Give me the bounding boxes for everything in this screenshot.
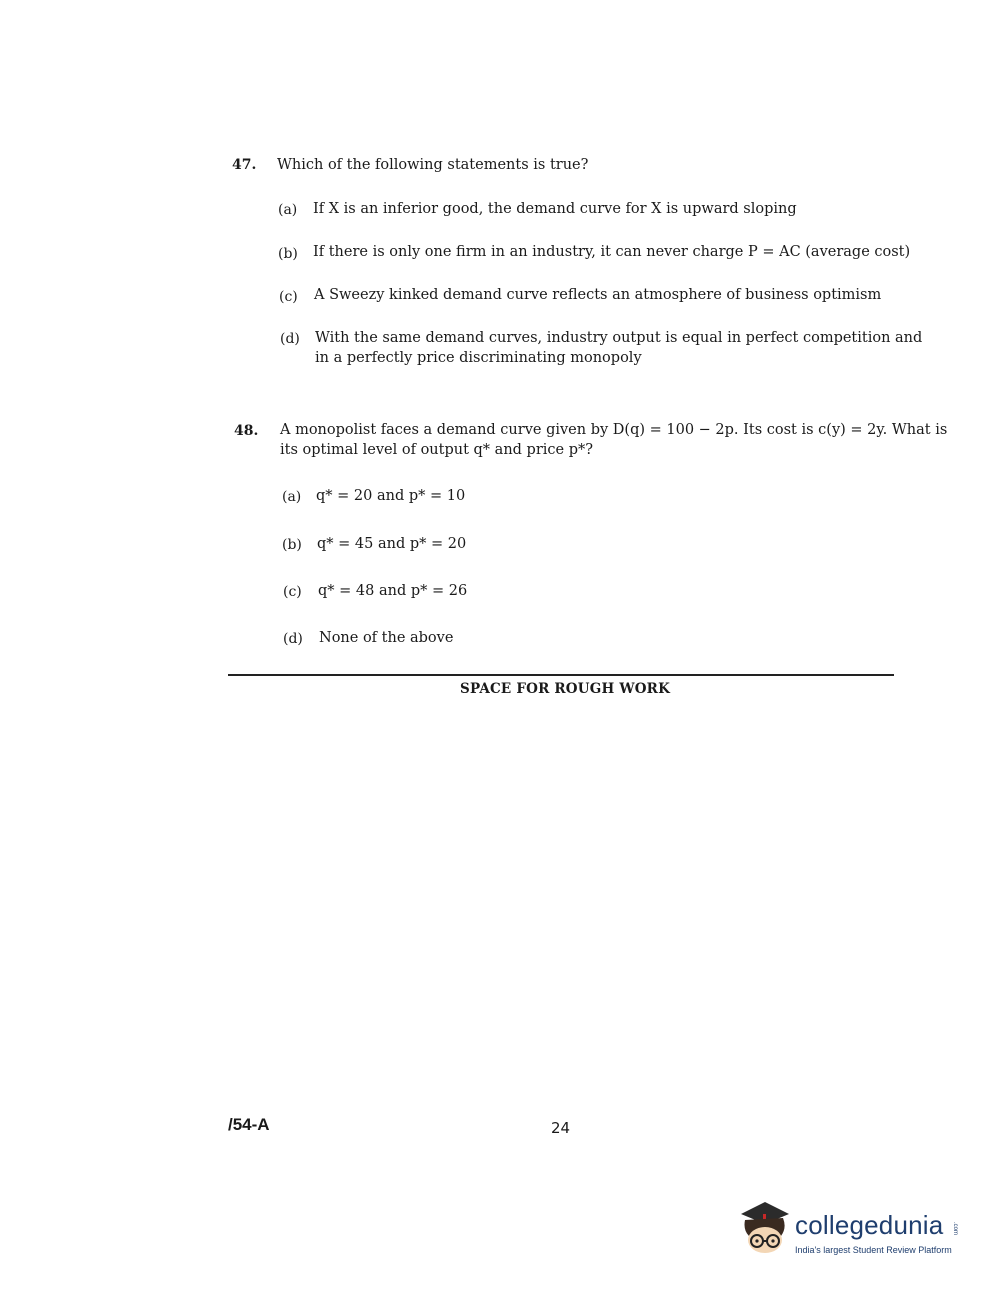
question-47-text: Which of the following statements is true?: [277, 157, 589, 173]
q48-option-b-label: (b): [282, 537, 302, 553]
rough-work-heading: SPACE FOR ROUGH WORK: [460, 681, 671, 697]
q47-option-a-text: If X is an inferior good, the demand curve for X is upward sloping: [313, 201, 797, 217]
brand-name: collegedunia: [795, 1210, 944, 1240]
q47-option-d-line2: in a perfectly price discriminating monopoly: [315, 350, 642, 366]
q48-option-d-label: (d): [283, 631, 303, 647]
page-number: 24: [551, 1119, 571, 1137]
q48-option-b-text: q* = 45 and p* = 20: [317, 536, 467, 552]
q48-option-a-label: (a): [282, 489, 302, 505]
q47-option-d-label: (d): [280, 331, 300, 347]
question-47-number: 47.: [232, 157, 257, 173]
q48-option-d-text: None of the above: [319, 630, 454, 646]
q48-option-a-text: q* = 20 and p* = 10: [316, 488, 466, 504]
collegedunia-mascot-icon: [735, 1196, 795, 1258]
question-48-line1: A monopolist faces a demand curve given by D(q) = 100 − 2p. Its cost is c(y) = 2y. What is: [280, 422, 948, 438]
q48-option-c-label: (c): [283, 584, 302, 600]
q47-option-a-label: (a): [278, 202, 298, 218]
q47-option-c-text: A Sweezy kinked demand curve reflects an atmosphere of business optimism: [314, 287, 882, 303]
q47-option-b-label: (b): [278, 246, 298, 262]
question-48-number: 48.: [234, 423, 259, 439]
rough-work-divider: [228, 674, 894, 676]
booklet-code: /54-A: [228, 1115, 270, 1134]
q47-option-c-label: (c): [279, 289, 298, 305]
q48-option-c-text: q* = 48 and p* = 26: [318, 583, 468, 599]
q47-option-b-text: If there is only one firm in an industry, it can never charge P = AC (average cost): [313, 244, 911, 260]
brand-tagline: India's largest Student Review Platform: [795, 1245, 952, 1255]
q47-option-d-line1: With the same demand curves, industry output is equal in perfect competition and: [315, 330, 923, 346]
question-48-line2: its optimal level of output q* and price p*?: [280, 442, 594, 458]
brand-suffix: .com: [952, 1222, 958, 1236]
